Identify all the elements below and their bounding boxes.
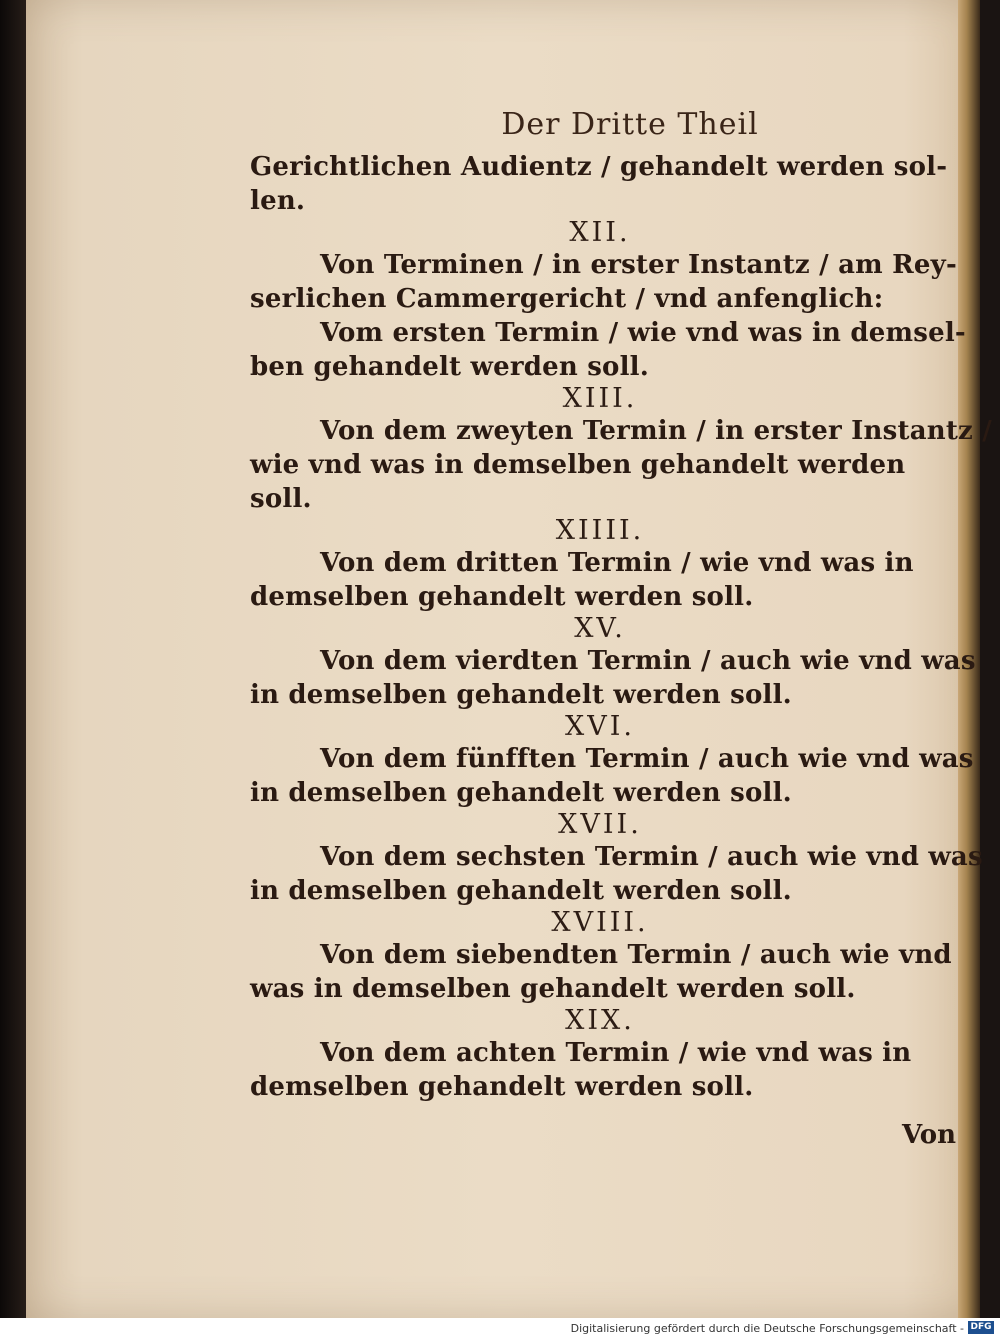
entry-title-line: Von dem siebendten Termin / auch wie vnd xyxy=(320,940,952,970)
text-line: was in demselben gehandelt werden soll. xyxy=(250,974,856,1004)
entry-title-line: Von dem dritten Termin / wie vnd was in xyxy=(320,548,914,578)
footer-credit: Digitalisierung gefördert durch die Deutsche Forschungsgemeinschaft - xyxy=(570,1322,964,1335)
text-line: in demselben gehandelt werden soll. xyxy=(250,680,792,710)
text-line: soll. xyxy=(250,484,312,514)
entry-title-line: Von dem fünfften Termin / auch wie vnd was xyxy=(320,744,974,774)
text-line: in demselben gehandelt werden soll. xyxy=(250,876,792,906)
section-numeral: XIII. xyxy=(562,383,638,414)
section-numeral: XVII. xyxy=(558,809,642,840)
text-lines xyxy=(250,150,992,1104)
section-numeral: XV. xyxy=(574,613,626,644)
entry-title-line: Von dem achten Termin / wie vnd was in xyxy=(320,1038,912,1068)
section-numeral: XII. xyxy=(569,217,631,248)
text-line: in demselben gehandelt werden soll. xyxy=(250,778,792,808)
section-numeral: XIIII. xyxy=(555,515,645,546)
section-numeral: XIX. xyxy=(565,1005,635,1036)
running-head: Der Dritte Theil xyxy=(501,107,759,142)
catchword: Von xyxy=(901,1120,956,1150)
entry-title-line: Von Terminen / in erster Instantz / am Rey- xyxy=(320,250,957,280)
entry-title-line: Von dem zweyten Termin / in erster Instantz / xyxy=(320,416,992,446)
section-numeral: XVIII. xyxy=(551,907,649,938)
dfg-logo-icon: DFG xyxy=(968,1321,994,1334)
footer-bar xyxy=(0,1318,1000,1338)
entry-title-line: Von dem sechsten Termin / auch wie vnd was xyxy=(320,842,983,872)
text-line: demselben gehandelt werden soll. xyxy=(250,1072,754,1102)
text-line: ben gehandelt werden soll. xyxy=(250,352,649,382)
text-line: demselben gehandelt werden soll. xyxy=(250,582,754,612)
text-line: len. xyxy=(250,186,306,216)
text-block xyxy=(250,100,992,1104)
entry-title-line: Von dem vierdten Termin / auch wie vnd was xyxy=(320,646,976,676)
text-line: Gerichtlichen Audientz / gehandelt werden sol- xyxy=(250,152,948,182)
text-line: wie vnd was in demselben gehandelt werden xyxy=(250,450,906,480)
section-numeral: XVI. xyxy=(565,711,635,742)
text-line: serlichen Cammergericht / vnd anfenglich: xyxy=(250,284,884,314)
entry-title-line: Vom ersten Termin / wie vnd was in demsel- xyxy=(320,318,966,348)
